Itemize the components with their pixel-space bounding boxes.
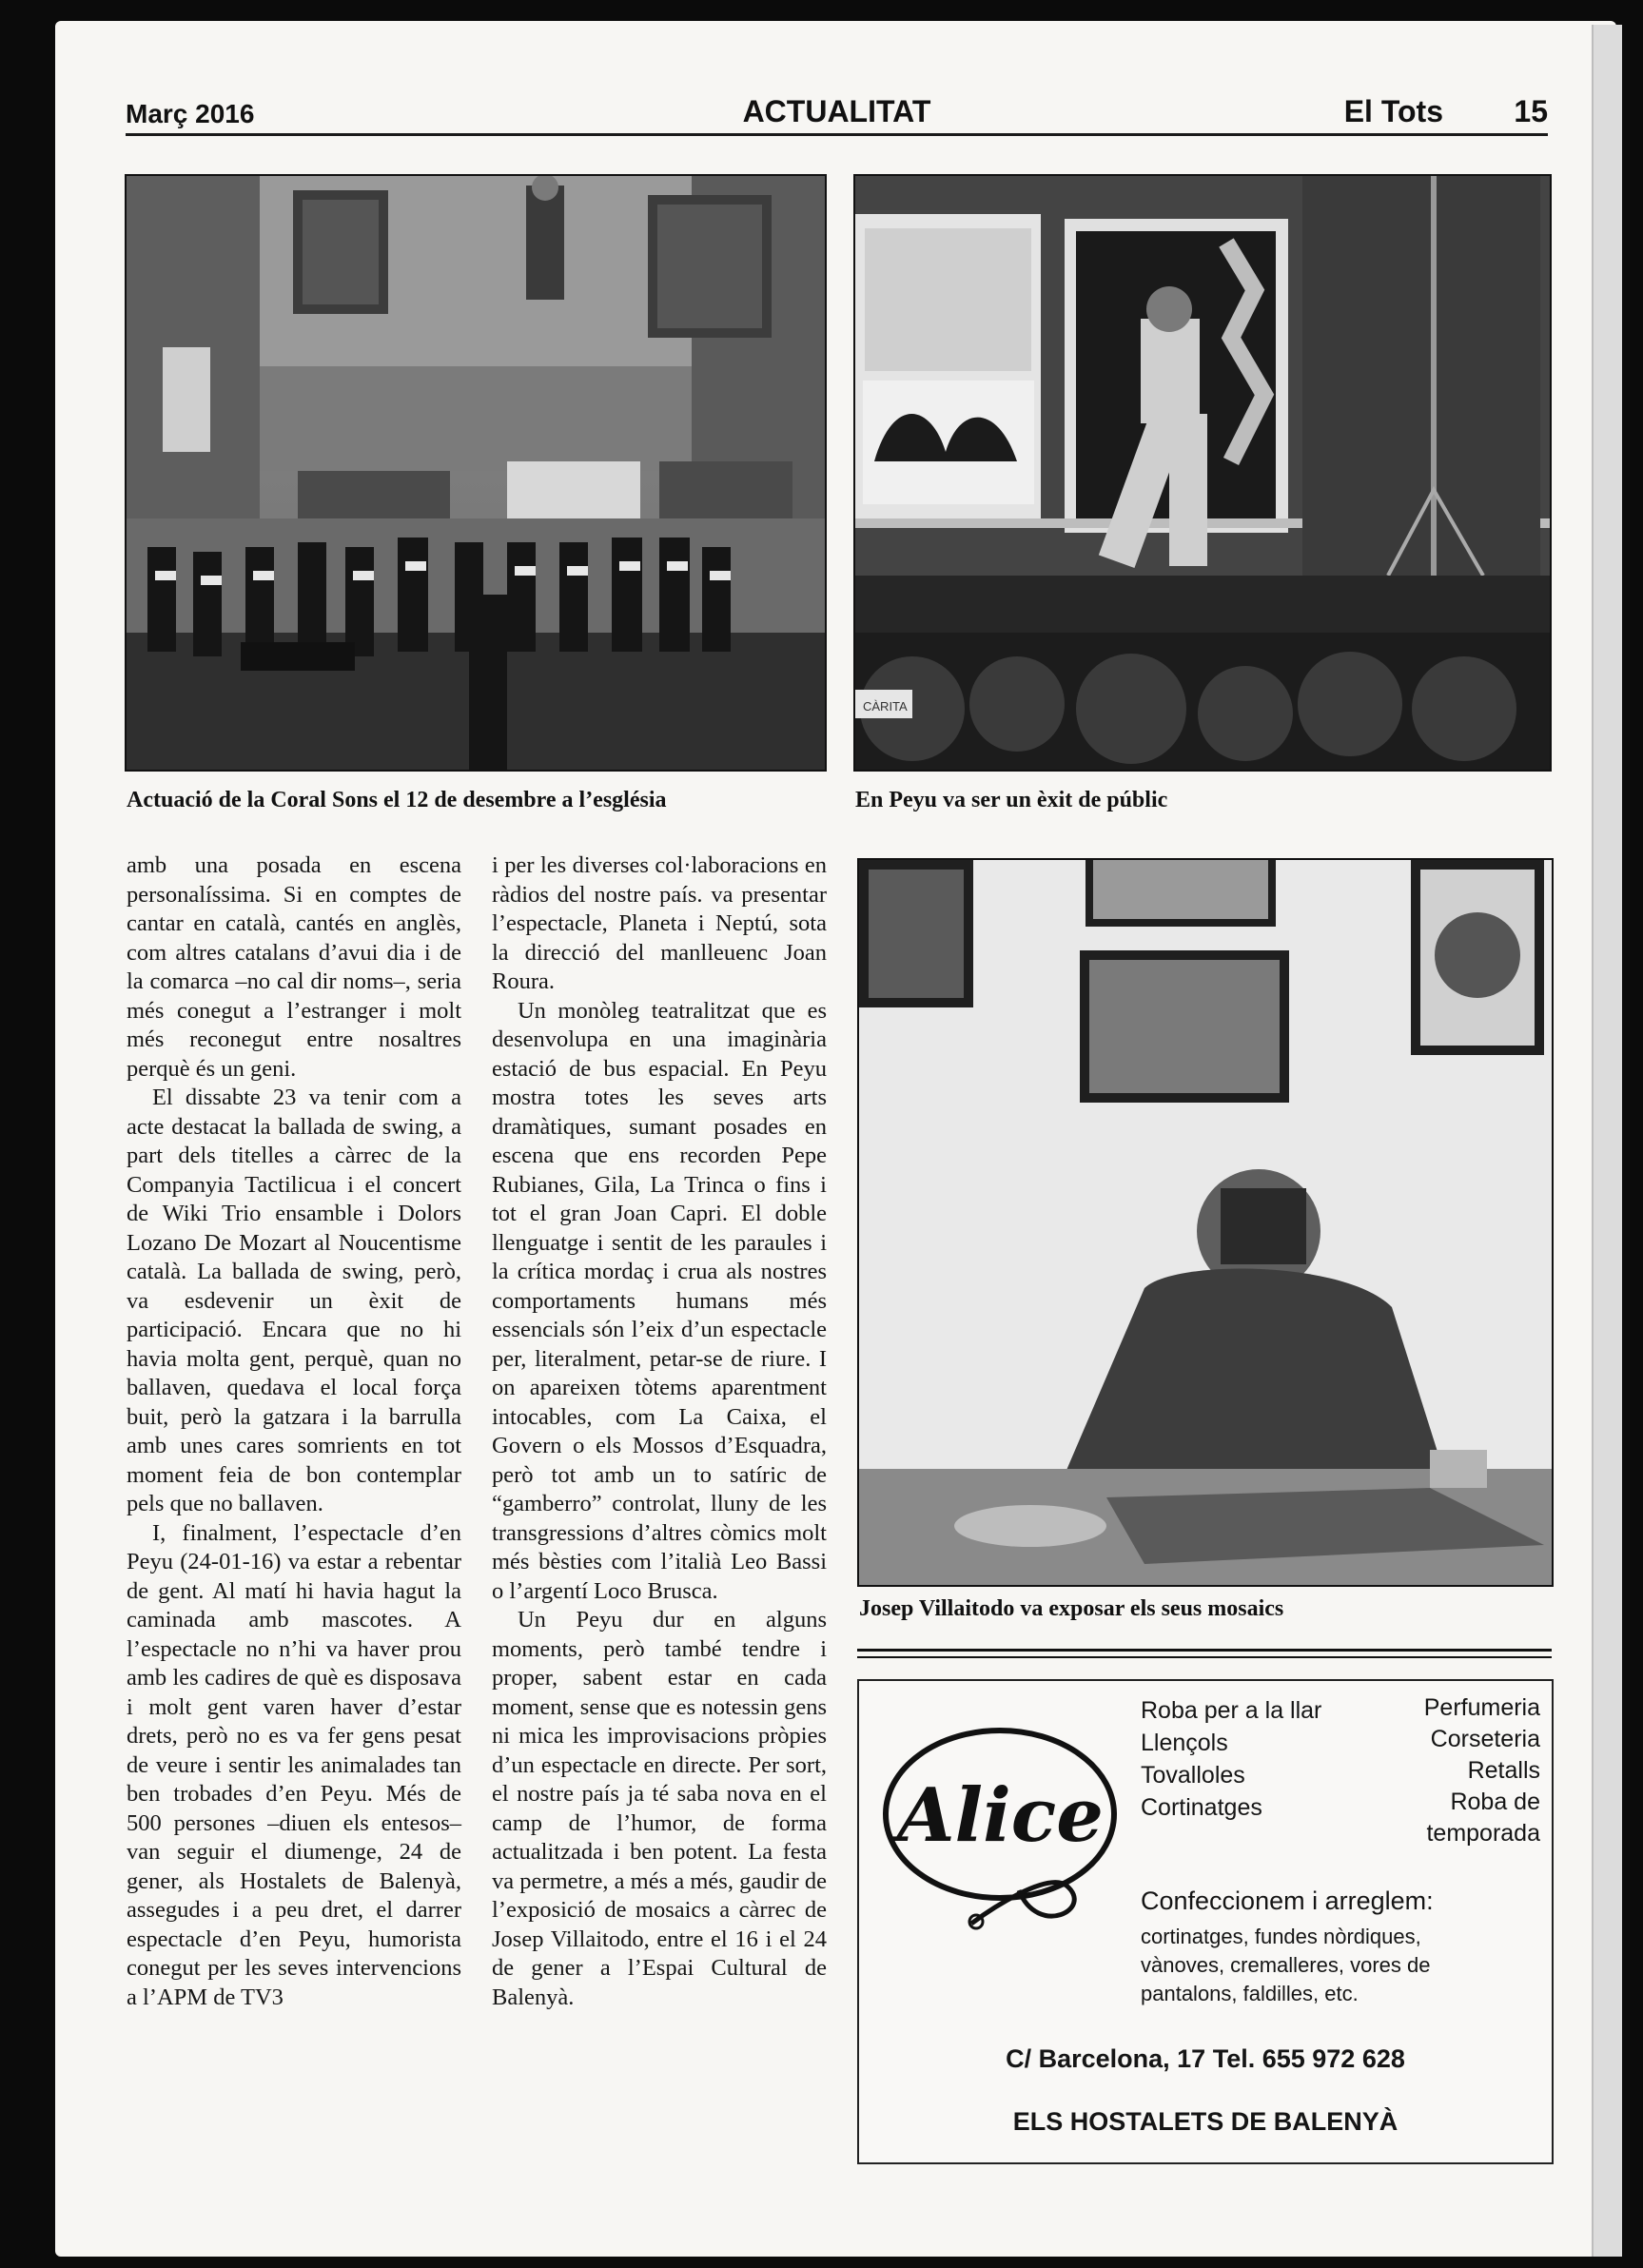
page-header (126, 91, 1548, 136)
svg-text:Alice: Alice (897, 1772, 1104, 1859)
sign-text: CÀRITA (863, 699, 908, 714)
ad-item: Corseteria (1430, 1726, 1540, 1752)
alice-logo-image (876, 1719, 1124, 1938)
ad-item: temporada (1426, 1820, 1540, 1847)
ad-item: Roba per a la llar (1141, 1697, 1322, 1724)
alice-logo (876, 1719, 1124, 1938)
choir-photo (125, 174, 827, 772)
choir-caption: Actuació de la Coral Sons el 12 de desembre a l’església (127, 788, 667, 812)
article-paragraph: Un monòleg teatralitzat que es desenvolupa en una imaginària estació de bus espacial. En Peyu mostra totes les seves arts dramàtiques, sumant posades en escena que ens recorden Pepe Rubianes, Gila, La Trinca o fins i tot el gran Joan Capri. El doble llenguatge i sentit de les paraules i la crítica mordaç i crua als nostres comportaments humans més essencials són l’eix d’un espectacle per, literalment, petar-se de riure. I on apareixen tòtems aparentment intocables, com La Caixa, el Govern o els Mossos d’Esquadra, però tot amb un to satíric de “gamberro” controlat, lluny de les transgressions d’altres còmics molt més bèsties com l’italià Leo Bassi o l’argentí Loco Brusca. (492, 997, 827, 1604)
ad-town: ELS HOSTALETS DE BALENYÀ (1012, 2107, 1399, 2136)
page-edge (1592, 25, 1622, 2257)
ad-services-list (1141, 1923, 1430, 2008)
peyu-caption: En Peyu va ser un èxit de públic (855, 788, 1168, 812)
article-column-1 (127, 851, 461, 2012)
ad-left-list (1141, 1694, 1321, 1824)
ad-divider-bottom (857, 1656, 1552, 1658)
mosaics-caption: Josep Villaitodo va exposar els seus mosaics (859, 1596, 1284, 1621)
ad-services-title: Confeccionem i arreglem: (1141, 1887, 1434, 1915)
ad-item: Cortinatges (1141, 1794, 1262, 1821)
page-number: 15 (1514, 94, 1548, 128)
article-column-2 (492, 851, 827, 2012)
ad-address: C/ Barcelona, 17 Tel. 655 972 628 (1006, 2044, 1405, 2073)
ad-item: Roba de (1450, 1789, 1540, 1815)
ad-item: Perfumeria (1423, 1694, 1540, 1721)
ad-item: Tovalloles (1141, 1762, 1245, 1789)
article-paragraph: Un Peyu dur en alguns moments, però també tendre i proper, sabent estar en cada moment, sense que es notessin gens ni mica les improvisacions pròpies d’un espectacle en directe. Per sort, el nostre país ja té saba nova en el camp de l’humor, de forma actualitzada i ben potent. La festa va permetre, a més a més, gaudir de l’exposició de mosaics a càrrec de Josep Villaitodo, entre el 16 i el 24 de gener a l’Espai Cultural de Balenyà. (492, 1607, 827, 2010)
mosaics-photo (857, 858, 1554, 1587)
issue-date: Març 2016 (126, 99, 255, 128)
ad-item: Retalls (1467, 1757, 1540, 1784)
article-paragraph: El dissabte 23 va tenir com a acte destacat la ballada de swing, a part dels titelles a càrrec de la Companyia Tactilicua i el concert de Wiki Trio ensamble i Dolors Lozano De Mozart al Noucentisme català. La ballada de swing, però, va esdevenir un èxit de participació. Encara que no hi havia molta gent, perquè, quan no ballaven, quedava el local força buit, però la gatzara i la barrulla amb unes cares somrients en tot moment feia de bon contemplar pels que no ballaven. (127, 1085, 461, 1516)
section-title: ACTUALITAT (742, 94, 931, 128)
ad-service-line: pantalons, faldilles, etc. (1141, 1982, 1359, 2005)
mosaics-photo-image (859, 860, 1552, 1585)
ad-item: Llençols (1141, 1730, 1228, 1756)
article-paragraph: amb una posada en escena personalíssima. Si en comptes de cantar en català, cantés en anglès, com altres catalans d’avui dia i de la comarca –no cal dir noms–, seria més conegut a l’estranger i molt més reconegut entre nosaltres perquè és un geni. (127, 852, 461, 1082)
peyu-photo-image (855, 176, 1550, 770)
ad-right-list (1424, 1692, 1540, 1849)
article-paragraph: I, finalment, l’espectacle d’en Peyu (24-01-16) va estar a rebentar de gent. Al matí hi havia hagut la caminada amb mascotes. A l’espectacle no n’hi va haver prou amb les cadires de què es disposava i molt gent varen haver d’estar drets, però no es va fer gens pesat de veure i sentir les animalades tan ben trobades d’en Peyu. Més de 500 persones –diuen els entesos– van seguir el diumenge, 24 de gener, als Hostalets de Balenyà, assegudes i a peu dret, el darrer espectacle d’en Peyu, humorista conegut per les seves intervencions a l’APM de TV3 (127, 1519, 461, 2010)
ad-service-line: vànoves, cremalleres, vores de (1141, 1953, 1431, 1977)
alice-advertisement (857, 1679, 1554, 2164)
ad-divider-top (857, 1649, 1552, 1652)
choir-photo-image (127, 176, 825, 770)
article-paragraph: i per les diverses col·laboracions en ràdios del nostre país. va presentar l’espectacle, Planeta i Neptú, sota la direcció del manlleuenc Joan Roura. (492, 852, 827, 994)
peyu-photo (853, 174, 1552, 772)
ad-service-line: cortinatges, fundes nòrdiques, (1141, 1925, 1421, 1948)
publication-name: El Tots (1343, 94, 1443, 128)
